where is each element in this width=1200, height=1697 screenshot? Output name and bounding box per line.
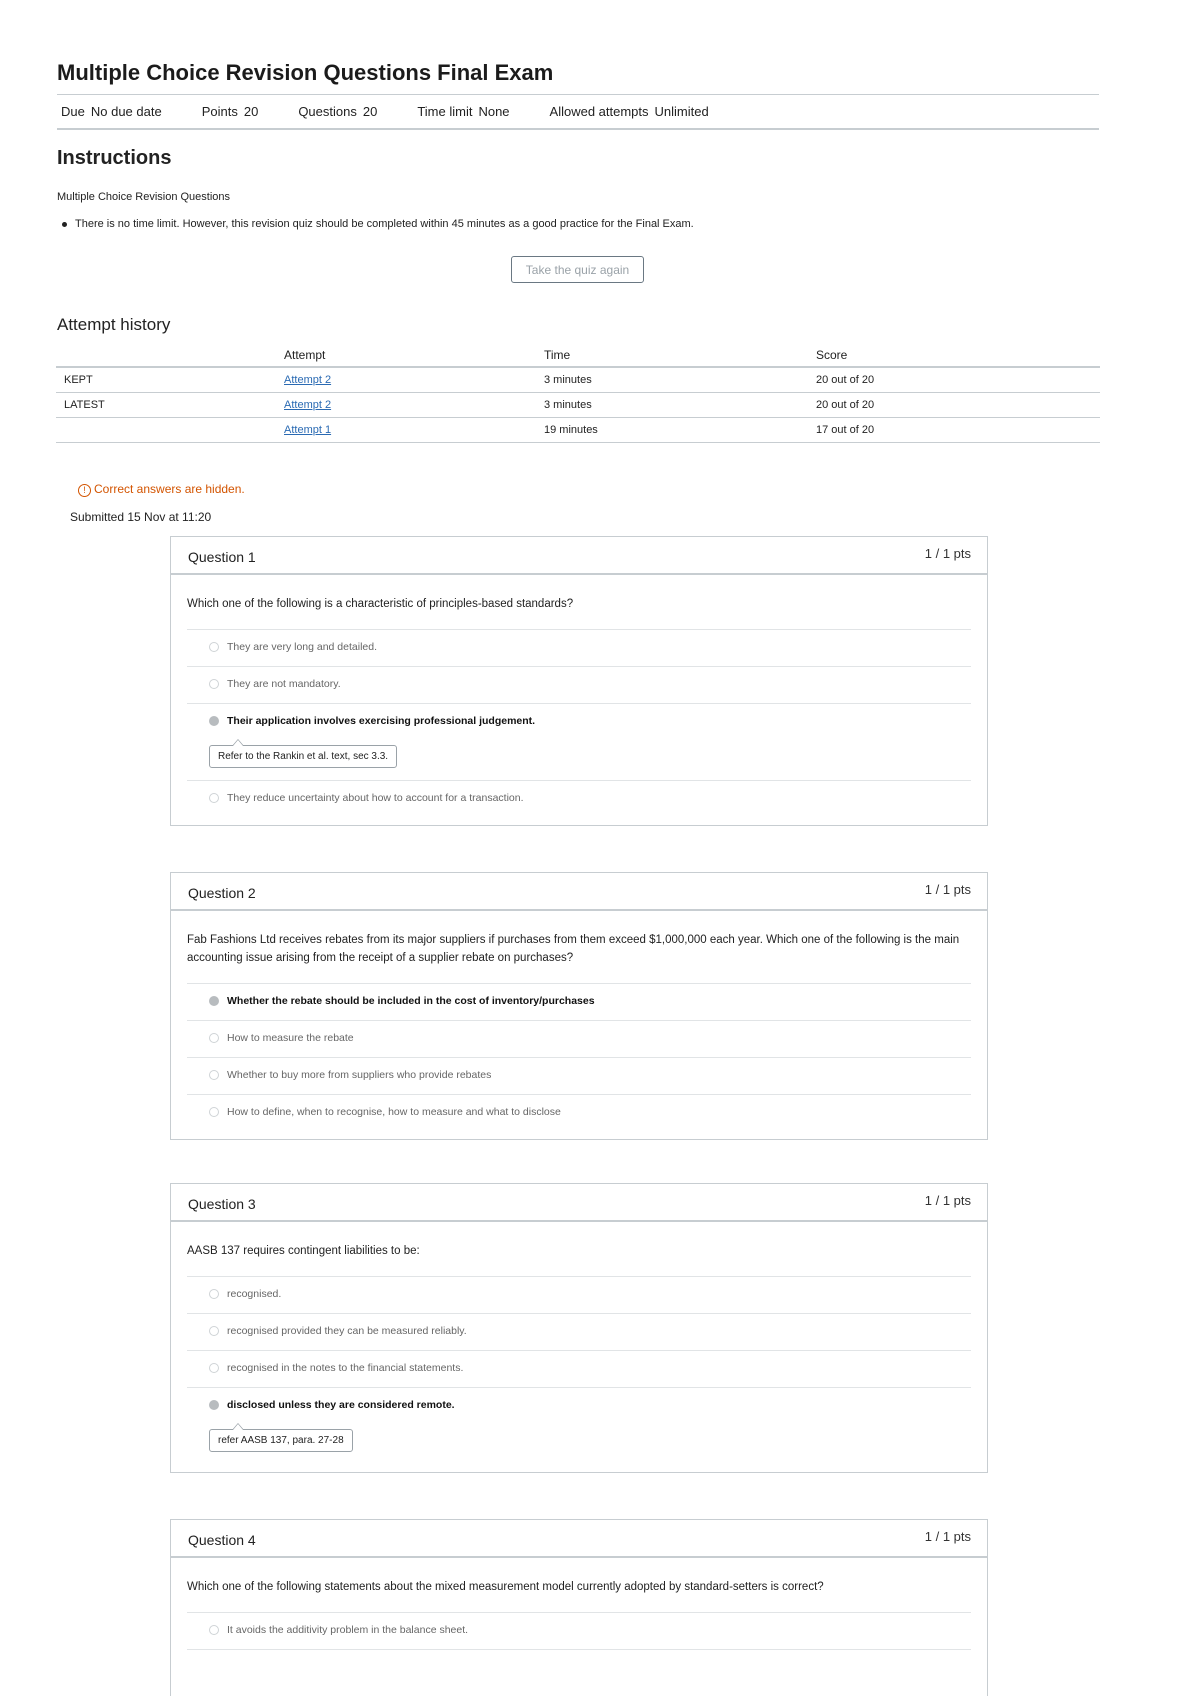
instructions-bullet: There is no time limit. However, this revision quiz should be completed within 45 minutes as a good practice for the Final Exam. <box>62 218 694 230</box>
question-card <box>170 872 988 1140</box>
question-card <box>170 1183 988 1473</box>
instructions-heading: Instructions <box>57 147 172 169</box>
attempt-tag <box>56 418 284 443</box>
question-points: 1 / 1 pts <box>924 882 971 897</box>
radio-icon <box>209 793 219 803</box>
radio-icon <box>209 1033 219 1043</box>
attempt-history-table <box>56 348 1100 443</box>
column-header <box>56 348 284 367</box>
attempt-link[interactable]: Attempt 2 <box>284 374 332 386</box>
attempt-link[interactable]: Attempt 1 <box>284 424 332 436</box>
radio-icon <box>209 1625 219 1635</box>
answer-option-selected: Whether the rebate should be included in the cost of inventory/purchases <box>187 984 971 1021</box>
radio-selected-icon <box>209 996 219 1006</box>
attempt-link[interactable]: Attempt 2 <box>284 399 332 411</box>
radio-icon <box>209 1070 219 1080</box>
question-card <box>170 1519 988 1696</box>
question-card <box>170 536 988 826</box>
page-title: Multiple Choice Revision Questions Final Exam <box>57 60 554 85</box>
attempt-tag: KEPT <box>56 367 284 393</box>
submitted-timestamp: Submitted 15 Nov at 11:20 <box>70 510 212 524</box>
answer-option: They reduce uncertainty about how to account for a transaction. <box>187 781 971 817</box>
question-title: Question 1 <box>188 549 256 565</box>
meta-due: Due No due date <box>61 104 162 119</box>
answer-comment: refer AASB 137, para. 27-28 <box>209 1429 353 1452</box>
question-text: Which one of the following is a characteristic of principles-based standards? <box>187 575 971 630</box>
attempt-time: 3 minutes <box>544 393 816 418</box>
answer-option: They are not mandatory. <box>187 667 971 704</box>
attempt-score: 20 out of 20 <box>816 367 1100 393</box>
question-title: Question 2 <box>188 885 256 901</box>
table-header-row <box>56 348 1100 367</box>
radio-selected-icon <box>209 716 219 726</box>
radio-icon <box>209 1107 219 1117</box>
meta-questions: Questions 20 <box>298 104 378 119</box>
attempt-history-heading: Attempt history <box>57 315 171 334</box>
meta-allowed-attempts: Allowed attempts Unlimited <box>549 104 709 119</box>
radio-icon <box>209 642 219 652</box>
column-header-time: Time <box>544 348 816 367</box>
answer-option: How to define, when to recognise, how to measure and what to disclose <box>187 1095 971 1131</box>
radio-icon <box>209 1326 219 1336</box>
answer-option: recognised in the notes to the financial statements. <box>187 1351 971 1388</box>
radio-selected-icon <box>209 1400 219 1410</box>
question-title: Question 4 <box>188 1532 256 1548</box>
attempt-time: 3 minutes <box>544 367 816 393</box>
radio-icon <box>209 1363 219 1373</box>
question-text: AASB 137 requires contingent liabilities to be: <box>187 1222 971 1277</box>
table-row <box>56 367 1100 393</box>
question-points: 1 / 1 pts <box>924 1193 971 1208</box>
attempt-tag: LATEST <box>56 393 284 418</box>
question-text: Fab Fashions Ltd receives rebates from its major suppliers if purchases from them exceed $1,000,000 each year. Which one of the following is the main accounting issue arising from the receipt of a supplier rebate on purchases? <box>187 911 971 984</box>
column-header-attempt: Attempt <box>284 348 544 367</box>
answer-option-selected: Their application involves exercising professional judgement. Refer to the Rankin et al. text, sec 3.3. <box>187 704 971 781</box>
radio-icon <box>209 1289 219 1299</box>
answer-option: Whether to buy more from suppliers who provide rebates <box>187 1058 971 1095</box>
quiz-meta-bar <box>57 94 1099 130</box>
answer-option-selected: disclosed unless they are considered remote. refer AASB 137, para. 27-28 <box>187 1388 971 1464</box>
answer-option: recognised provided they can be measured reliably. <box>187 1314 971 1351</box>
answer-option: recognised. <box>187 1277 971 1314</box>
table-row <box>56 418 1100 443</box>
attempt-score: 17 out of 20 <box>816 418 1100 443</box>
radio-icon <box>209 679 219 689</box>
instructions-subtitle: Multiple Choice Revision Questions <box>57 191 231 203</box>
bullet-icon <box>62 222 67 227</box>
question-points: 1 / 1 pts <box>924 546 971 561</box>
answer-comment: Refer to the Rankin et al. text, sec 3.3. <box>209 745 397 768</box>
question-title: Question 3 <box>188 1196 256 1212</box>
answer-option: It avoids the additivity problem in the balance sheet. <box>187 1613 971 1650</box>
question-text: Which one of the following statements about the mixed measurement model currently adopted by standard-setters is correct? <box>187 1558 971 1613</box>
answer-option: They are very long and detailed. <box>187 630 971 667</box>
info-icon: ! <box>78 484 91 497</box>
column-header-score: Score <box>816 348 1100 367</box>
answer-option: How to measure the rebate <box>187 1021 971 1058</box>
take-quiz-again-button[interactable]: Take the quiz again <box>511 256 644 283</box>
attempt-time: 19 minutes <box>544 418 816 443</box>
meta-points: Points 20 <box>201 104 259 119</box>
table-row <box>56 393 1100 418</box>
correct-answers-hidden-notice: ! Correct answers are hidden. <box>78 482 245 497</box>
attempt-score: 20 out of 20 <box>816 393 1100 418</box>
question-points: 1 / 1 pts <box>924 1529 971 1544</box>
meta-time-limit: Time limit None <box>417 104 510 119</box>
